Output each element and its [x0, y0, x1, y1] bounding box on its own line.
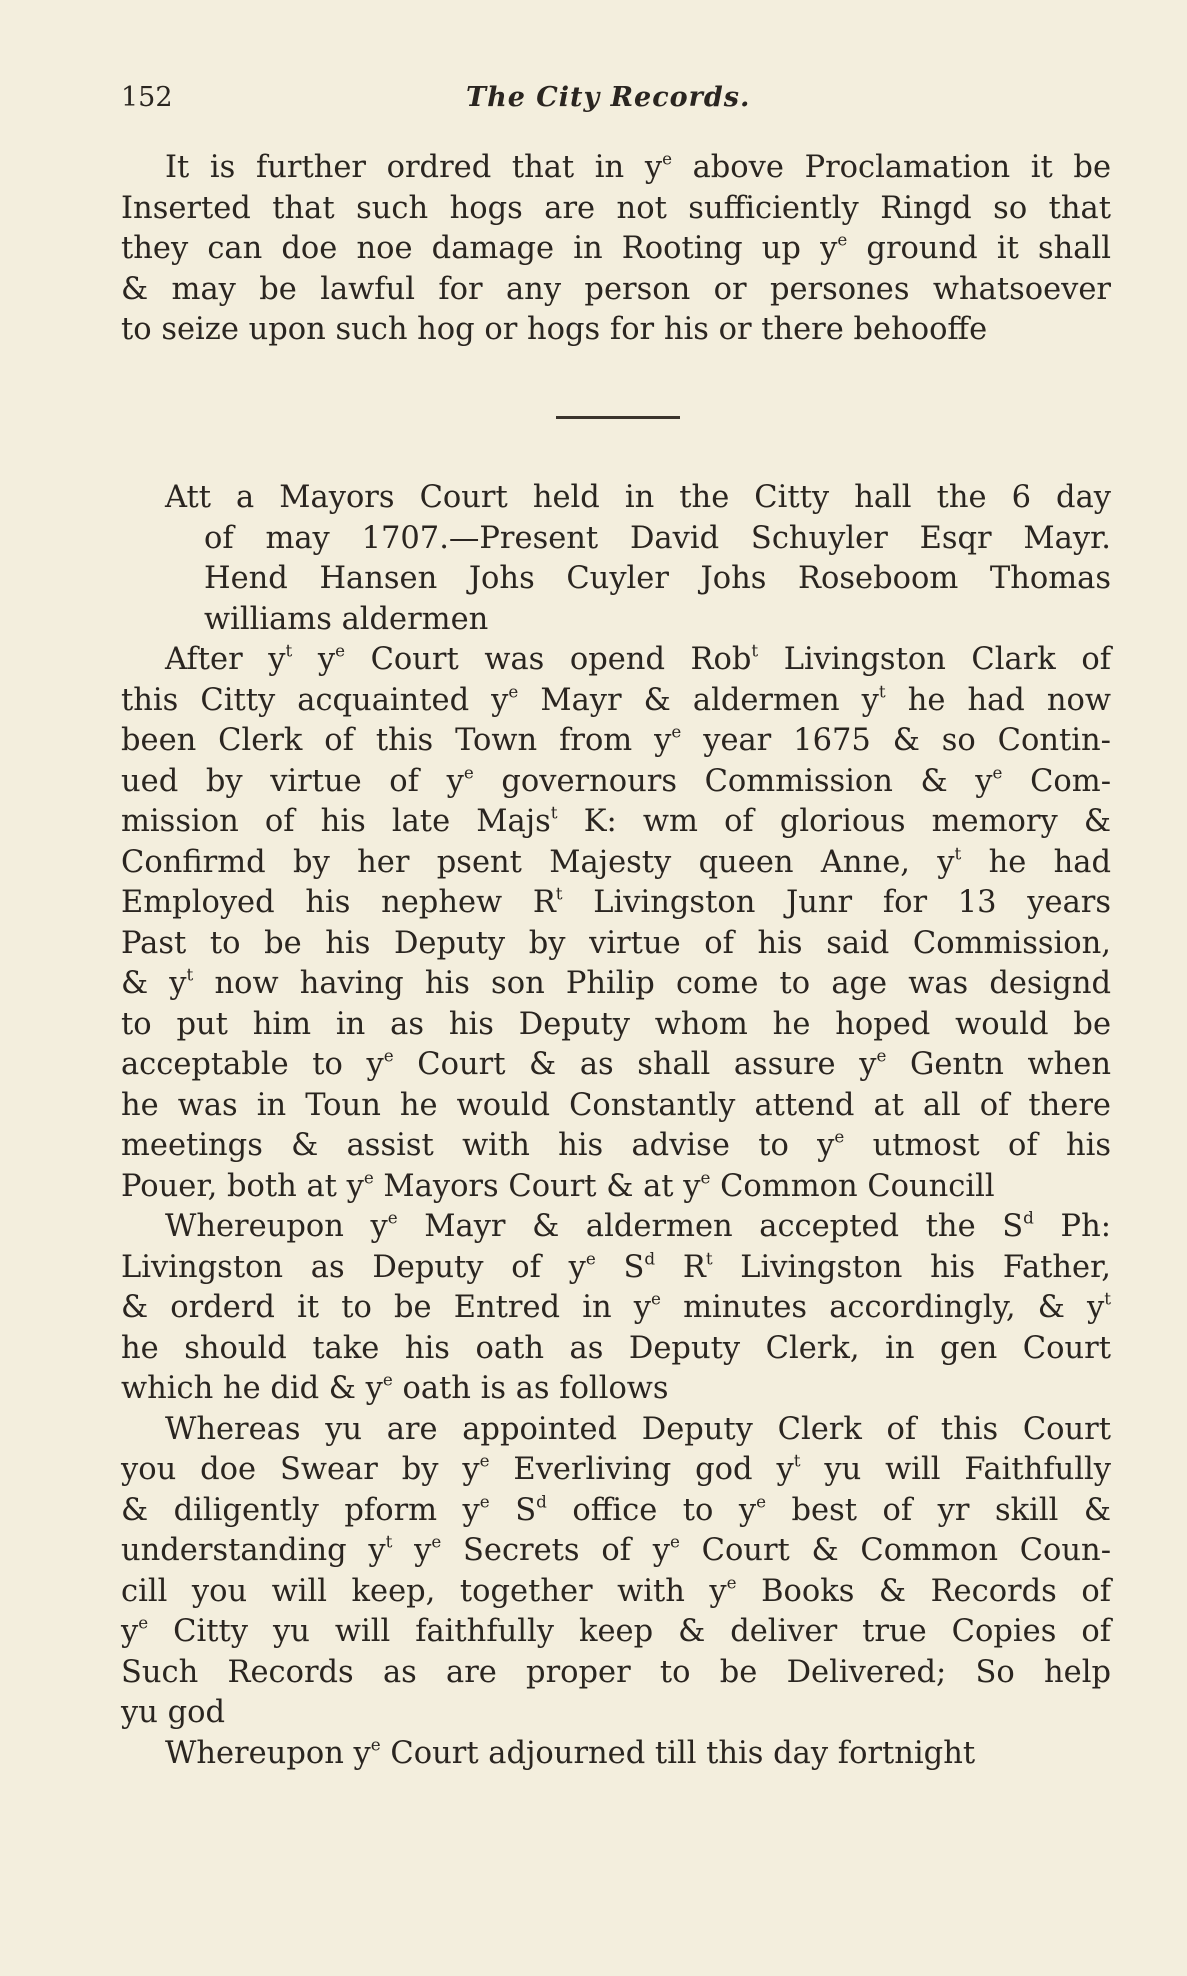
running-title: The City Records.: [466, 82, 751, 113]
text-line: It is further ordred that in $y^e$ above Proclamation it be: [165, 148, 1112, 185]
paragraph-proclamation: [121, 148, 1111, 351]
text-line: ued by virtue of $y^e$ governours Commission & $y^e$ Com-: [121, 761, 1112, 799]
text-line: been Clerk of this Town from $y^e$ year 1675 & so Contin-: [121, 721, 1111, 758]
page-header: [121, 82, 781, 132]
text-line: acceptable to $y^e$ Court & as shall assure $y^e$ Gentn when: [121, 1045, 1111, 1082]
text-line: Livingston as Deputy of $y^e$ $S^d$ $R^t$ Livingston his Father,: [121, 1247, 1111, 1285]
text-line: Whereas yu are appointed Deputy Clerk of this Court: [165, 1411, 1111, 1447]
section-divider: [556, 416, 680, 419]
page-number: 152: [121, 82, 173, 113]
text-line: to put him in as his Deputy whom he hoped would be: [121, 1006, 1111, 1042]
text-line: Confirmd by her psent Majesty queen Anne, $y^t$ he had: [121, 842, 1111, 880]
text-line: Such Records as are proper to be Delivered; So help: [121, 1654, 1111, 1690]
text-line: this Citty acquainted $y^e$ Mayr & aldermen $y^t$ he had now: [121, 680, 1111, 718]
entry-heading-line: Att a Mayors Court held in the Citty hall the 6 day: [165, 480, 1111, 515]
text-line: he was in Toun he would Constantly attend at all of there: [121, 1087, 1111, 1123]
text-line: mission of his late Majs$^t$ K: wm of glorious memory &: [121, 802, 1111, 839]
text-line: understanding $y^t$ $y^e$ Secrets of $y^e$ Court & Common Coun-: [121, 1531, 1111, 1568]
entry-heading-line: of may 1707.—Present David Schuyler Esqr Mayr.: [204, 520, 1111, 556]
text-line: Past to be his Deputy by virtue of his said Commission,: [121, 925, 1111, 961]
text-line: he should take his oath as Deputy Clerk, in gen Court: [121, 1330, 1111, 1366]
text-line: Pouer, both at $y^e$ Mayors Court & at $y^e$ Common Councill: [121, 1166, 995, 1204]
entry-heading-line: Hend Hansen Johs Cuyler Johs Roseboom Thomas: [204, 561, 1111, 596]
text-line: & orderd it to be Entred in $y^e$ minutes accordingly, & $y^t$: [121, 1288, 1111, 1325]
text-line: to seize upon such hog or hogs for his or there behooffe: [121, 312, 988, 347]
text-line: they can doe noe damage in Rooting up $y^e$ ground it shall: [121, 229, 1111, 266]
text-line: After $y^t$ $y^e$ Court was opend Rob$^t$ Livingston Clark of: [165, 640, 1111, 677]
text-line: you doe Swear by $y^e$ Everliving god $y^t$ yu will Faithfully: [121, 1450, 1112, 1487]
text-line: which he did & $y^e$ oath is as follows: [121, 1369, 669, 1406]
text-line: & diligently pform $y^e$ $S^d$ office to $y^e$ best of yr skill &: [121, 1490, 1112, 1528]
text-line: $y^e$ Citty yu will faithfully keep & deliver true Copies of: [121, 1612, 1111, 1649]
text-line: Inserted that such hogs are not sufficiently Ringd so that: [121, 190, 1111, 226]
entry-heading-line: williams aldermen: [204, 601, 489, 637]
text-line: & may be lawful for any person or persones whatsoever: [121, 271, 1111, 307]
text-line: Employed his nephew $R^t$ Livingston Junr for 13 years: [121, 883, 1111, 920]
text-line: & $y^t$ now having his son Philip come to age was designd: [121, 964, 1111, 1001]
text-line: cill you will keep, together with $y^e$ Books & Records of: [121, 1571, 1111, 1609]
text-line: Whereupon $y^e$ Mayr & aldermen accepted the $S^d$ Ph:: [165, 1207, 1111, 1244]
court-entry: [121, 478, 1111, 1774]
text-line: meetings & assist with his advise to $y^e$ utmost of his: [121, 1126, 1111, 1163]
text-line: yu god: [121, 1695, 225, 1730]
text-line: Whereupon $y^e$ Court adjourned till this day fortnight: [165, 1733, 976, 1771]
